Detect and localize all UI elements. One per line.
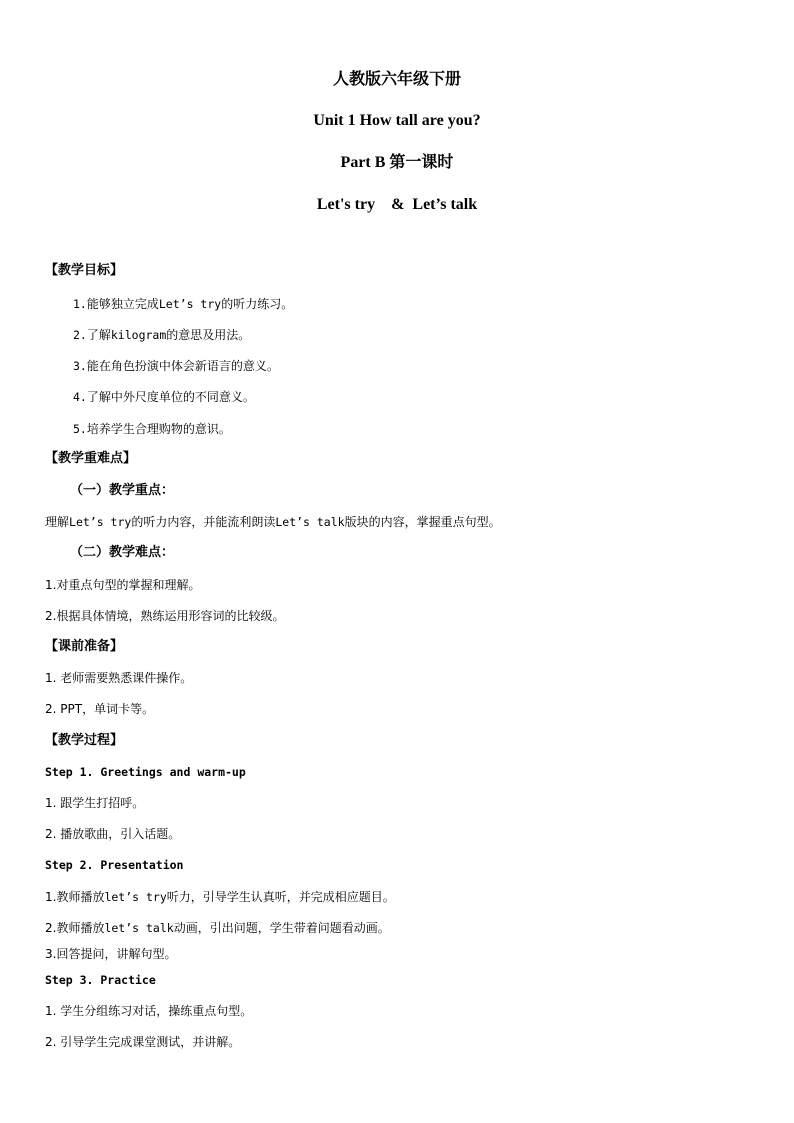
preparation-item-2: 2. PPT，单词卡等。 xyxy=(45,702,155,716)
objective-item-1 xyxy=(73,295,293,313)
difficult-point-item-2: 2.根据具体情境，熟练运用形容词的比较级。 xyxy=(45,609,285,623)
step-2-code: let’s talk xyxy=(104,921,174,935)
key-point-part: 的听力内容，并能流利朗读 xyxy=(131,515,276,529)
difficult-point-label: （二）教学难点： xyxy=(70,545,175,560)
step-2-text: 动画，引出问题，学生带着问题看动画。 xyxy=(173,921,390,935)
objective-text: 培养学生合理购物的意识。 xyxy=(86,422,231,436)
preparation-item-1: 1. 老师需要熟悉课件操作。 xyxy=(45,671,193,685)
key-point-text xyxy=(45,513,501,531)
key-point-code: Let’s talk xyxy=(275,515,345,529)
step-2-item-2 xyxy=(45,919,390,937)
step-2-text: 听力，引导学生认真听，并完成相应题目。 xyxy=(166,890,395,904)
preparation-heading: 【课前准备】 xyxy=(45,639,124,654)
objective-text: 的听力练习。 xyxy=(221,297,294,311)
key-point-part: 理解 xyxy=(45,515,70,529)
step-2-text: 2.教师播放 xyxy=(45,921,105,935)
objective-text: 能在角色扮演中体会新语言的意义。 xyxy=(86,359,279,373)
objective-code: Let’s try xyxy=(158,297,222,311)
objective-num: 1. xyxy=(73,297,87,311)
objective-num: 5. xyxy=(73,422,87,436)
objective-num: 2. xyxy=(73,328,87,342)
key-point-part: 版块的内容，掌握重点句型。 xyxy=(344,515,501,529)
key-point-label: （一）教学重点： xyxy=(70,483,175,498)
step-1-item-2: 2. 播放歌曲，引入话题。 xyxy=(45,827,181,841)
objective-text: 了解中外尺度单位的不同意义。 xyxy=(86,390,255,404)
part-title: Part B 第一课时 xyxy=(340,154,454,171)
key-point-code: Let’s try xyxy=(69,515,132,529)
objective-text: 的意思及用法。 xyxy=(166,328,251,342)
objective-text: 了解 xyxy=(86,328,111,342)
step-1-item-1: 1. 跟学生打招呼。 xyxy=(45,796,145,810)
step-3-item-2: 2. 引导学生完成课堂测试，并讲解。 xyxy=(45,1035,241,1049)
step-2-item-1 xyxy=(45,888,395,906)
objective-item-4 xyxy=(73,388,255,406)
lesson-title: Let's try & Let’s talk xyxy=(316,196,478,213)
objective-code: kilogram xyxy=(110,328,167,342)
process-heading: 【教学过程】 xyxy=(45,733,124,748)
objective-item-2 xyxy=(73,326,250,344)
step-3-title: Step 3. Practice xyxy=(45,973,156,987)
objective-num: 4. xyxy=(73,390,87,404)
document-title: 人教版六年级下册 xyxy=(332,71,461,88)
objective-num: 3. xyxy=(73,359,87,373)
step-2-code: let’s try xyxy=(104,890,167,904)
difficult-point-item-1: 1.对重点句型的掌握和理解。 xyxy=(45,578,201,592)
objective-item-3 xyxy=(73,357,279,375)
objective-text: 能够独立完成 xyxy=(86,297,159,311)
unit-title: Unit 1 How tall are you? xyxy=(313,112,481,129)
objectives-heading: 【教学目标】 xyxy=(45,263,124,278)
keypoints-heading: 【教学重难点】 xyxy=(45,451,137,466)
objective-item-5 xyxy=(73,420,231,438)
step-1-title: Step 1. Greetings and warm-up xyxy=(45,765,246,779)
step-2-text: 1.教师播放 xyxy=(45,890,105,904)
step-2-item-3: 3.回答提问，讲解句型。 xyxy=(45,947,177,961)
step-3-item-1: 1. 学生分组练习对话，操练重点句型。 xyxy=(45,1004,253,1018)
step-2-title: Step 2. Presentation xyxy=(45,858,184,872)
